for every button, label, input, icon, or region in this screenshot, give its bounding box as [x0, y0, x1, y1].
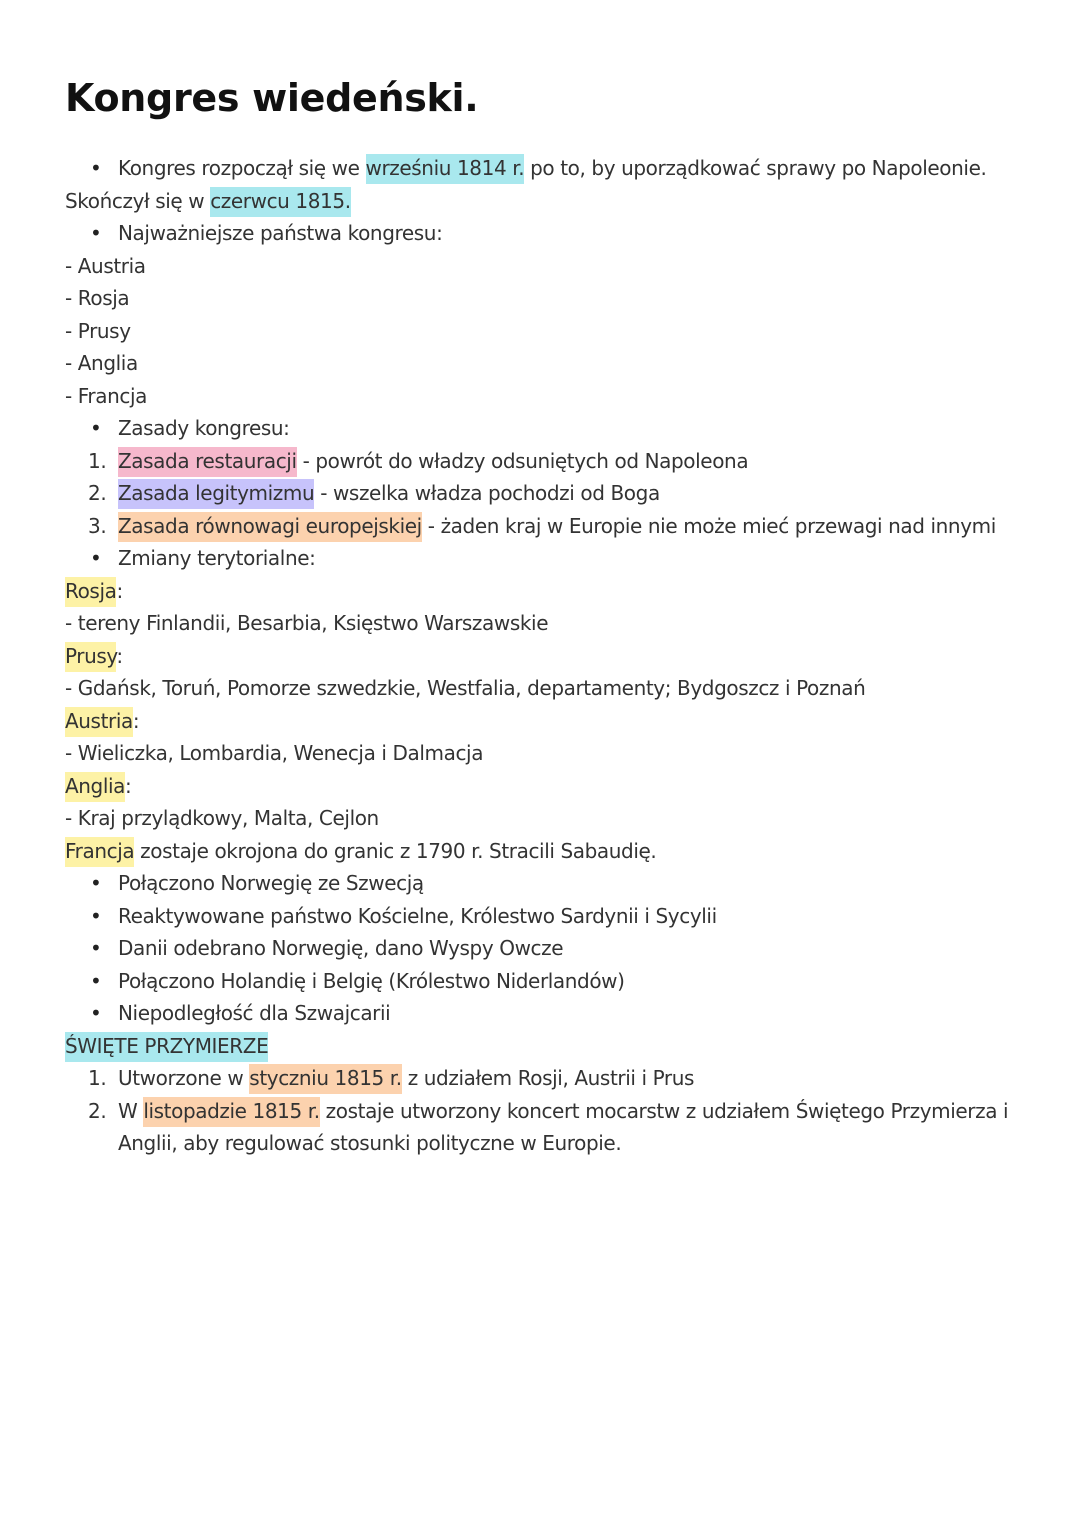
bullet-dot: • — [90, 156, 102, 180]
bullet-dot: • — [90, 221, 102, 245]
country-gains: - Wieliczka, Lombardia, Wenecja i Dalmacja — [65, 741, 484, 765]
country-label — [65, 575, 123, 607]
text-span: - powrót do władzy odsuniętych od Napoleona — [296, 449, 749, 473]
text-span: zostaje okrojona do granic z 1790 r. Stracili Sabaudię. — [134, 839, 657, 863]
list-number: 2. — [88, 481, 107, 505]
country-gains: - tereny Finlandii, Besarbia, Księstwo Warszawskie — [65, 611, 549, 635]
text-span: Kongres rozpoczął się we — [118, 156, 366, 180]
highlight-country: Anglia — [65, 772, 125, 802]
change-item: Reaktywowane państwo Kościelne, Królestwo Sardynii i Sycylii — [118, 904, 717, 928]
bullet-dot: • — [90, 546, 102, 570]
highlight-principle: Zasada restauracji — [118, 447, 297, 477]
text-span: po to, by uporządkować sprawy po Napoleonie. — [524, 156, 987, 180]
highlight-country: Rosja — [65, 577, 116, 607]
country-label — [65, 835, 656, 867]
highlight-country: Francja — [65, 837, 134, 867]
alliance-item-continuation: Anglii, aby regulować stosunki polityczne w Europie. — [118, 1131, 622, 1155]
country-label — [65, 640, 123, 672]
principles-heading: Zasady kongresu: — [118, 416, 290, 440]
text-span: - wszelka władza pochodzi od Boga — [314, 481, 660, 505]
state-item: - Austria — [65, 254, 146, 278]
text-span: - żaden kraj w Europie nie może mieć przewagi nad innymi — [421, 514, 996, 538]
text-span: : — [125, 774, 132, 798]
page-title: Kongres wiedeński. — [65, 76, 479, 120]
text-span: z udziałem Rosji, Austrii i Prus — [401, 1066, 695, 1090]
highlight-heading: ŚWIĘTE PRZYMIERZE — [65, 1032, 268, 1062]
bullet-dot: • — [90, 969, 102, 993]
change-item: Połączono Norwegię ze Szwecją — [118, 871, 424, 895]
highlight-country: Prusy — [65, 642, 116, 672]
territorial-heading: Zmiany terytorialne: — [118, 546, 316, 570]
highlight-date-end: czerwcu 1815. — [210, 187, 350, 217]
holy-alliance-heading — [65, 1030, 268, 1062]
text-span: : — [132, 709, 140, 733]
bullet-dot: • — [90, 416, 102, 440]
intro-bullet — [118, 152, 986, 184]
bullet-dot: • — [90, 904, 102, 928]
list-number: 3. — [88, 514, 107, 538]
country-label — [65, 705, 139, 737]
highlight-principle: Zasada równowagi europejskiej — [118, 512, 422, 542]
text-span: zostaje utworzony koncert mocarstw z udziałem Świętego Przymierza i — [319, 1099, 1009, 1123]
country-gains: - Kraj przylądkowy, Malta, Cejlon — [65, 806, 379, 830]
state-item: - Francja — [65, 384, 147, 408]
alliance-item — [118, 1095, 1008, 1127]
highlight-country: Austria — [65, 707, 133, 737]
principle-item — [118, 445, 748, 477]
alliance-item — [118, 1062, 694, 1094]
bullet-dot: • — [90, 936, 102, 960]
principle-item — [118, 510, 996, 542]
text-span: : — [116, 579, 123, 603]
state-item: - Rosja — [65, 286, 130, 310]
change-item: Danii odebrano Norwegię, dano Wyspy Owcze — [118, 936, 564, 960]
bullet-dot: • — [90, 871, 102, 895]
list-number: 1. — [88, 1066, 107, 1090]
principle-item — [118, 477, 660, 509]
change-item: Połączono Holandię i Belgię (Królestwo Niderlandów) — [118, 969, 625, 993]
highlight-date: styczniu 1815 r. — [249, 1064, 401, 1094]
list-number: 1. — [88, 449, 107, 473]
country-gains: - Gdańsk, Toruń, Pomorze szwedzkie, Westfalia, departamenty; Bydgoszcz i Poznań — [65, 676, 866, 700]
change-item: Niepodległość dla Szwajcarii — [118, 1001, 391, 1025]
highlight-principle: Zasada legitymizmu — [118, 479, 314, 509]
list-number: 2. — [88, 1099, 107, 1123]
text-span: W — [118, 1099, 144, 1123]
intro-continuation — [65, 185, 351, 217]
country-label — [65, 770, 131, 802]
highlight-date-start: wrześniu 1814 r. — [366, 154, 525, 184]
text-span: : — [116, 644, 123, 668]
text-span: Utworzone w — [118, 1066, 250, 1090]
states-heading: Najważniejsze państwa kongresu: — [118, 221, 443, 245]
state-item: - Prusy — [65, 319, 131, 343]
state-item: - Anglia — [65, 351, 138, 375]
bullet-dot: • — [90, 1001, 102, 1025]
text-span: Skończył się w — [65, 189, 211, 213]
highlight-date: listopadzie 1815 r. — [143, 1097, 319, 1127]
